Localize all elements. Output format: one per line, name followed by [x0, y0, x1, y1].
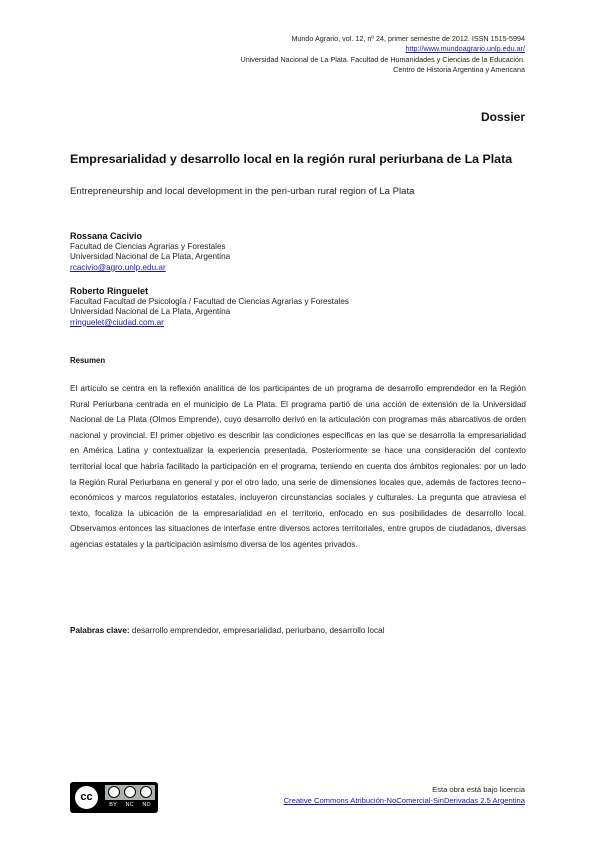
article-title: Empresarialidad y desarrollo local en la región rural periurbana de La Plata: [70, 152, 513, 166]
keywords-label: Palabras clave:: [70, 626, 130, 635]
license-notice: [284, 784, 525, 806]
author-block: [70, 286, 510, 328]
nd-label: ND: [142, 802, 151, 808]
author-email-link[interactable]: rcacivio@agro.unlp.edu.ar: [70, 262, 166, 272]
abstract-heading: Resumen: [70, 356, 106, 365]
keywords-text: desarrollo emprendedor, empresarialidad, periurbano, desarrollo local: [131, 626, 385, 635]
journal-url-link[interactable]: http://www.mundoagrario.unlp.edu.ar/: [405, 44, 525, 54]
cc-icon: cc: [73, 784, 100, 811]
author-block: [70, 231, 510, 273]
journal-citation: Mundo Agrario, vol. 12, nº 24, primer semestre de 2012. ISSN 1515-5994: [291, 34, 525, 43]
license-badges: [105, 785, 155, 800]
article-subtitle: Entrepreneurship and local development in the peri-urban rural region of La Plata: [70, 186, 415, 197]
attribution-icon: [108, 786, 120, 798]
abstract-text: El artículo se centra en la reflexión analítica de los participantes de un programa de desarrollo emprendedor en la Región Rural Periurbana centrada en el municipio de La Plata. El programa partió de una acción de extensión de la Universidad Nacional de La Plata (Olmos Emprende), cuyo desarrollo derivó en la articulación con programas más abarcativos de orden nacional y provincial. El primer objetivo es describir las condiciones específicas en las que se desarrolla la empresarialidad en América Latina y contextualizar la experiencia presentada. Posteriormente se hace una consideración del contexto territorial local que habría facilitado la participación en el programa, teniendo en cuenta dos ámbitos regionales: por un lado la Región Rural Periurbana en general y por el otro lado, una serie de dimensiones locales que, además de factores tecno–económicos y marcos regulatorios estatales, incluyeron circunstancias sociales y culturales. La pregunta que atraviesa el texto, focaliza la ubicación de la empresarialidad en el territorio, enfocado en sus posibilidades de desarrollo local. Observamos entonces las situaciones de interfase entre diversos actores territoriales, entre grupos de ciudadanos, diversas agencias estatales y la participación asimismo diversa de los agentes privados.: [70, 384, 526, 549]
institution-line-1: Universidad Nacional de La Plata. Facultad de Humanidades y Ciencias de la Educación.: [240, 54, 525, 64]
author-email-link[interactable]: rringuelet@ciudad.com.ar: [70, 317, 164, 327]
license-text: Esta obra está bajo licencia: [432, 785, 525, 794]
author-name: Roberto Ringuelet: [70, 286, 148, 296]
journal-header: [241, 34, 525, 76]
creative-commons-logo[interactable]: [70, 782, 158, 813]
noderivatives-icon: [140, 786, 152, 798]
license-badge-labels: [105, 802, 155, 808]
author-affiliation: Facultad de Ciencias Agrarias y Forestales: [70, 241, 226, 251]
author-name: Rossana Cacivio: [70, 231, 143, 241]
author-affiliation: Universidad Nacional de La Plata, Argentina: [70, 252, 231, 262]
section-tag: Dossier: [480, 110, 525, 124]
author-affiliation: Facultad Facultad de Psicología / Facultad de Ciencias Agrarias y Forestales: [70, 296, 349, 306]
author-affiliation: Universidad Nacional de La Plata, Argentina: [70, 307, 231, 317]
noncommercial-icon: [124, 786, 136, 798]
license-link[interactable]: Creative Commons Atribución-NoComercial-SinDerivadas 2.5 Argentina: [283, 796, 525, 805]
institution-line-2: Centro de Historia Argentina y Americana: [393, 65, 525, 75]
nc-label: NC: [125, 802, 134, 808]
keywords: [70, 626, 526, 635]
by-label: BY: [109, 802, 117, 808]
